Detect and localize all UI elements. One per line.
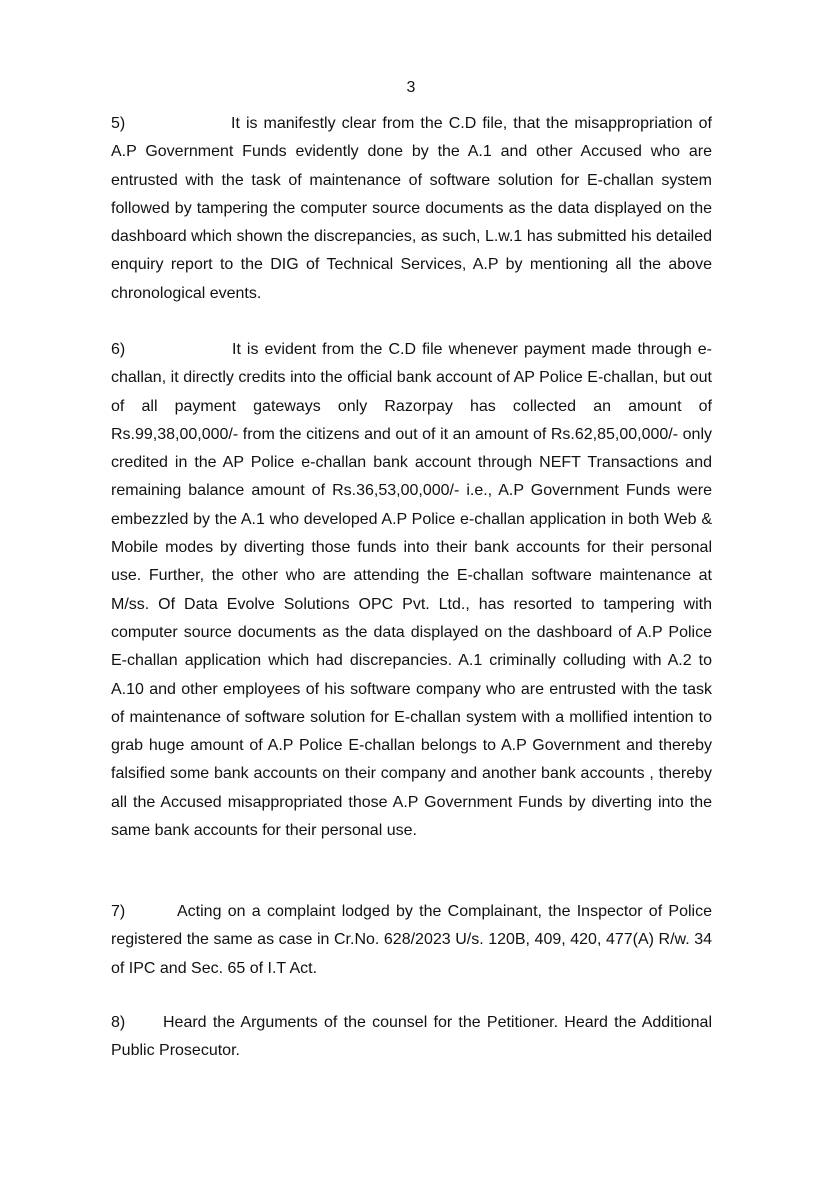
paragraph-5 bbox=[111, 110, 712, 308]
page-number: 3 bbox=[406, 79, 416, 96]
paragraph-number: 5) bbox=[111, 115, 126, 132]
paragraph-8 bbox=[111, 1009, 712, 1066]
paragraph-text: Acting on a complaint lodged by the Complainant, the Inspector of Police registered the same as case in Cr.No. 628/2023 U/s. 120B, 409, 420, 477(A) R/w. 34 of IPC and Sec. 65 of I.T Act. bbox=[111, 903, 712, 977]
paragraph-text: Heard the Arguments of the counsel for the Petitioner. Heard the Additional Public Prosecutor. bbox=[111, 1014, 712, 1060]
paragraph-6 bbox=[111, 336, 712, 845]
paragraph-text: It is evident from the C.D file whenever payment made through e-challan, it directly credits into the official bank account of AP Police E-challan, but out of all payment gateways only Razorpay has collected an amount of Rs.99,38,00,000/- from the citizens and out of it an amount of Rs.62,85,00,000/- only credited in the AP Police e-challan bank account through NEFT Transactions and remaining balance amount of Rs.36,53,00,000/- i.e., A.P Government Funds were embezzled by the A.1 who developed A.P Police e-challan application in both Web & Mobile modes by diverting those funds into their bank accounts for their personal use. Further, the other who are attending the E-challan software maintenance at M/ss. Of Data Evolve Solutions OPC Pvt. Ltd., has resorted to tampering with computer source documents as the data displayed on the dashboard of A.P Police E-challan application which had discrepancies. A.1 criminally colluding with A.2 to A.10 and other employees of his software company who are entrusted with the task of maintenance of software solution for E-challan system with a mollified intention to grab huge amount of A.P Police E-challan belongs to A.P Government and thereby falsified some bank accounts on their company and another bank accounts , thereby all the Accused misappropriated those A.P Government Funds by diverting into the same bank accounts for their personal use. bbox=[111, 341, 712, 840]
paragraph-number: 8) bbox=[111, 1014, 126, 1031]
paragraph-text: It is manifestly clear from the C.D file, that the misappropriation of A.P Government Funds evidently done by the A.1 and other Accused who are entrusted with the task of maintenance of software solution for E-challan system followed by tampering the computer source documents as the data displayed on the dashboard which shown the discrepancies, as such, L.w.1 has submitted his detailed enquiry report to the DIG of Technical Services, A.P by mentioning all the above chronological events. bbox=[111, 115, 712, 302]
paragraph-7 bbox=[111, 898, 712, 983]
paragraph-number: 6) bbox=[111, 341, 126, 358]
paragraph-number: 7) bbox=[111, 903, 126, 920]
